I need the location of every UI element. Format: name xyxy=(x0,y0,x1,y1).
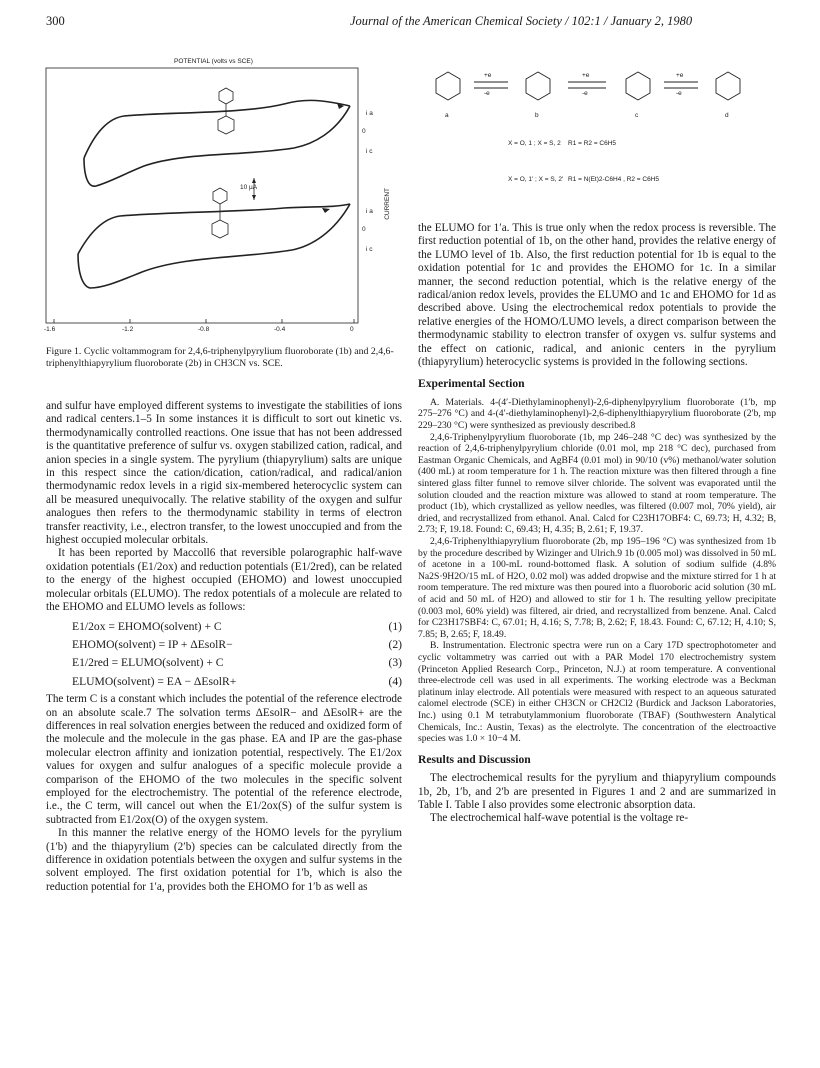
arrow-label: +e xyxy=(676,72,684,79)
scheme-line: R1 = R2 = C6H5 xyxy=(568,140,617,147)
scheme-structures xyxy=(418,58,778,138)
scheme-label-a: a xyxy=(445,112,449,119)
reaction-scheme xyxy=(418,58,778,208)
axis-title: POTENTIAL (volts vs SCE) xyxy=(174,58,253,65)
voltammogram-plot xyxy=(44,58,404,338)
arrow-label: -e xyxy=(676,90,682,97)
scheme-line: R1 = N(Et)2-C6H4 , R2 = C6H5 xyxy=(568,176,660,183)
arrow-label: -e xyxy=(582,90,588,97)
paragraph: A. Materials. 4-(4′-Diethylaminophenyl)-2,6-diphenylpyrylium fluoroborate (1′b, mp 275–276 °C) and 4-(4′-diethylaminophenyl)-2,6-diphenylthiapyrylium fluoroborate (2′b, mp 229–230 °C) were synthesized as previously described.8 xyxy=(418,396,776,432)
equation-2: EHOMO(solvent) = IP + ΔEsolR− (2) xyxy=(72,637,402,651)
paragraph: B. Instrumentation. Electronic spectra were run on a Cary 17D spectrophotometer and cyclic voltammetry was carried out with a PAR Model 170 electrochemistry system (Princeton Applied Research Corp., Princeton, N.J.) at room temperature. A conventional three-electrode cell was used in all experiments. The working electrode was a Beckman platinum inlay electrode. All potentials were measured with respect to an aqueous saturated calomel electrode (SCE) in either CH3CN or CH2Cl2 (Burdick and Jackson Laboratories, Inc.) using 0.1 M tetrabutylammonium fluoroborate (TBAF) (Southwestern Analytical Chemicals, Inc.: Austin, Texas) as the electrolyte. The concentration of the electroactive species was 1.0 × 10−4 M. xyxy=(418,640,776,745)
right-column xyxy=(418,222,776,826)
scheme-line: X = O, 1′ ; X = S, 2′ xyxy=(508,176,564,183)
label-ia-1: i a xyxy=(366,110,373,117)
scheme-label-c: c xyxy=(635,112,639,119)
label-ic-2: i c xyxy=(366,246,373,253)
paragraph: It has been reported by Maccoll6 that reversible polarographic half-wave oxidation potentials (E1/2ox) and reduction potentials (E1/2red), can be related to the energy of the highest occupied (EHOMO) and lowest unoccupied molecular orbitals (ELUMO). The redox potentials of a molecule are related to the EHOMO and ELUMO levels as follows: xyxy=(46,547,402,614)
section-heading: Results and Discussion xyxy=(418,752,531,766)
paragraph: In this manner the relative energy of the HOMO levels for the pyrylium (1′b) and the thiapyrylium (2′b) species can be calculated directly from the difference in oxidation potentials between the oxygen and sulfur systems in the solvent employed. The first oxidation potential for 1′b, which is also the reduction potential for 1′a, provides both the EHOMO for 1′b as well as xyxy=(46,827,402,893)
page-number: 300 xyxy=(46,14,65,28)
paragraph: The electrochemical half-wave potential is the voltage re- xyxy=(430,812,689,825)
arrow-label: +e xyxy=(582,72,590,79)
scheme-line: X = O, 1 ; X = S, 2 xyxy=(508,140,561,147)
label-ic-1: i c xyxy=(366,148,373,155)
x-tick-label: -0.8 xyxy=(198,326,210,333)
paragraph: 2,4,6-Triphenylthiapyrylium fluoroborate (2b, mp 195–196 °C) was synthesized from 1b by the procedure described by Wizinger and Ulrich.9 1b (0.005 mol) was dissolved in 50 mL of acetone in a 100-mL round-bottomed flask. A solution of sodium sulfide (4.8% Na2S·9H2O/15 mL of H2O, 0.02 mol) was added dropwise and the mixture stirred for 1 h at room temperature. The red mixture was then poured into a fluoroboric acid solution (30 mL of acid and 50 mL of H2O) and allowed to stir for 1 h. The resulting yellow precipitate (0.003 mol, 60% yield) was filtered, air dried, and recrystallized from benzene. Anal. Calcd for C23H17SBF4: C, 67.01; H, 4.16; S, 7.78; B, 2.62; F, 18.43. Found: C, 67.12; H, 4.10; S, 7.85; B, 2.65; F, 18.49. xyxy=(418,536,776,640)
label-ia-2: i a xyxy=(366,208,373,215)
equation-3: E1/2red = ELUMO(solvent) + C (3) xyxy=(72,656,402,670)
figure-1 xyxy=(44,58,404,338)
equation-1: E1/2ox = EHOMO(solvent) + C (1) xyxy=(72,619,402,633)
label-zero-1: 0 xyxy=(362,128,366,135)
x-tick-label: -1.2 xyxy=(122,326,134,333)
arrow-label: -e xyxy=(484,90,490,97)
current-label: CURRENT xyxy=(384,188,391,220)
scheme-label-b: b xyxy=(535,112,539,119)
section-heading: Experimental Section xyxy=(418,377,525,391)
paragraph: the ELUMO for 1′a. This is true only when the redox process is reversible. The first reduction potential of 1b, on the other hand, provides the relative energy of the LUMO level of 1b. Also, the first reduction potential for 1b is equal to the oxidation potential for 1c and provides the EHOMO for 1c. In a similar manner, the second reduction potential, which is the relative energy of the radical/anion redox levels, provides the ELUMO and 1c and EHOMO for 1d as described above. Using the electrochemical redox potentials to provide the relative energies of the HOMO/LUMO levels, a direct comparison between the thermodynamic stability to electron transfer of oxygen vs. sulfur systems and the effect on cationic, radical, and anionic centers in the pyrylium (thiapyrylium) heterocyclic systems is provided in the following sections. xyxy=(418,222,776,369)
scale-label: 10 μA xyxy=(240,184,258,191)
running-header: Journal of the American Chemical Society / 102:1 / January 2, 1980 xyxy=(350,14,693,28)
arrow-label: +e xyxy=(484,72,492,79)
equation-4: ELUMO(solvent) = EA − ΔEsolR+ (4) xyxy=(72,674,402,688)
paragraph: The electrochemical results for the pyrylium and thiapyrylium compounds 1b, 2b, 1′b, and 2′b are presented in Figures 1 and 2 and are summarized in Table I. Table I also provides some electronic absorption data. xyxy=(418,772,776,811)
figure-caption: Figure 1. Cyclic voltammogram for 2,4,6-triphenylpyrylium fluoroborate (1b) and 2,4,6-triphenylthiapyrylium fluoroborate (2b) in CH3CN vs. SCE. xyxy=(46,346,394,369)
label-zero-2: 0 xyxy=(362,226,366,233)
x-tick-label: 0 xyxy=(350,326,354,333)
paragraph: 2,4,6-Triphenylpyrylium fluoroborate (1b, mp 246–248 °C dec) was synthesized by the reaction of 2,4,6-triphenylpyrylium chloride (0.01 mol, mp 218 °C dec), purchased from Eastman Organic Chemicals, and AgBF4 (0.01 mol) in 90/10 (v%) methanol/water solution (400 mL) at room temperature for 1 h. The reaction mixture was then filtered through a fine sintered glass filter funnel to remove silver chloride. The solvent was evaporated until the solution clouded and the reaction mixture was allowed to stand at room temperature. The product (1b), which crystallized as yellow needles, was filtered (0.007 mol, 70% yield), air dried, and recrystallized from ethanol. Anal. Calcd for C23H17OBF4: C, 69.73; H, 4.32; B, 2.73; F, 19.18. Found: C, 69.43; H, 4.35; B, 2.61; F, 19.37. xyxy=(418,431,776,536)
left-column xyxy=(46,400,402,894)
paragraph: and sulfur have employed different systems to investigate the stabilities of ions and radical centers.1–5 In some instances it is difficult to sort out kinetic vs. thermodynamically controlled reactions. One issue that has not been addressed is the quantitative preference of sulfur vs. oxygen stabilized cation, radical, and anion species in a single system. The pyrylium (thiapyrylium) salts are unique in this respect since the cation/dication, cation/radical, and radical/anion thermodynamic redox levels in a rigid six-membered heterocyclic system can all be measured unequivocally. The relative stability of the oxygen and sulfur analogues then refers to the thermodynamic stability in terms of electron transfer reactivity, i.e., electron transfer, to the lowest unoccupied and from the highest occupied molecular orbitals. xyxy=(46,400,402,547)
paragraph: The term C is a constant which includes the potential of the reference electrode on an absolute scale.7 The solvation terms ΔEsolR− and ΔEsolR+ are the differences in real solvation energies between the reduced and oxidized form of the molecule and the molecule in the gas phase. EA and IP are the gas-phase molecular electron affinity and ionization potential, respectively. The E1/2ox values for oxygen and sulfur analogues of a specific molecule provide a comparison of the EHOMO of the two molecules in the specific solvent employed for the electrochemistry. The potential of the reference electrode, i.e., the C term, will cancel out when the E1/2ox(S) of the sulfur system is subtracted from E1/2ox(O) of the oxygen system. xyxy=(46,693,402,826)
x-tick-label: -0.4 xyxy=(274,326,286,333)
x-tick-label: -1.6 xyxy=(44,326,56,333)
scheme-label-d: d xyxy=(725,112,729,119)
